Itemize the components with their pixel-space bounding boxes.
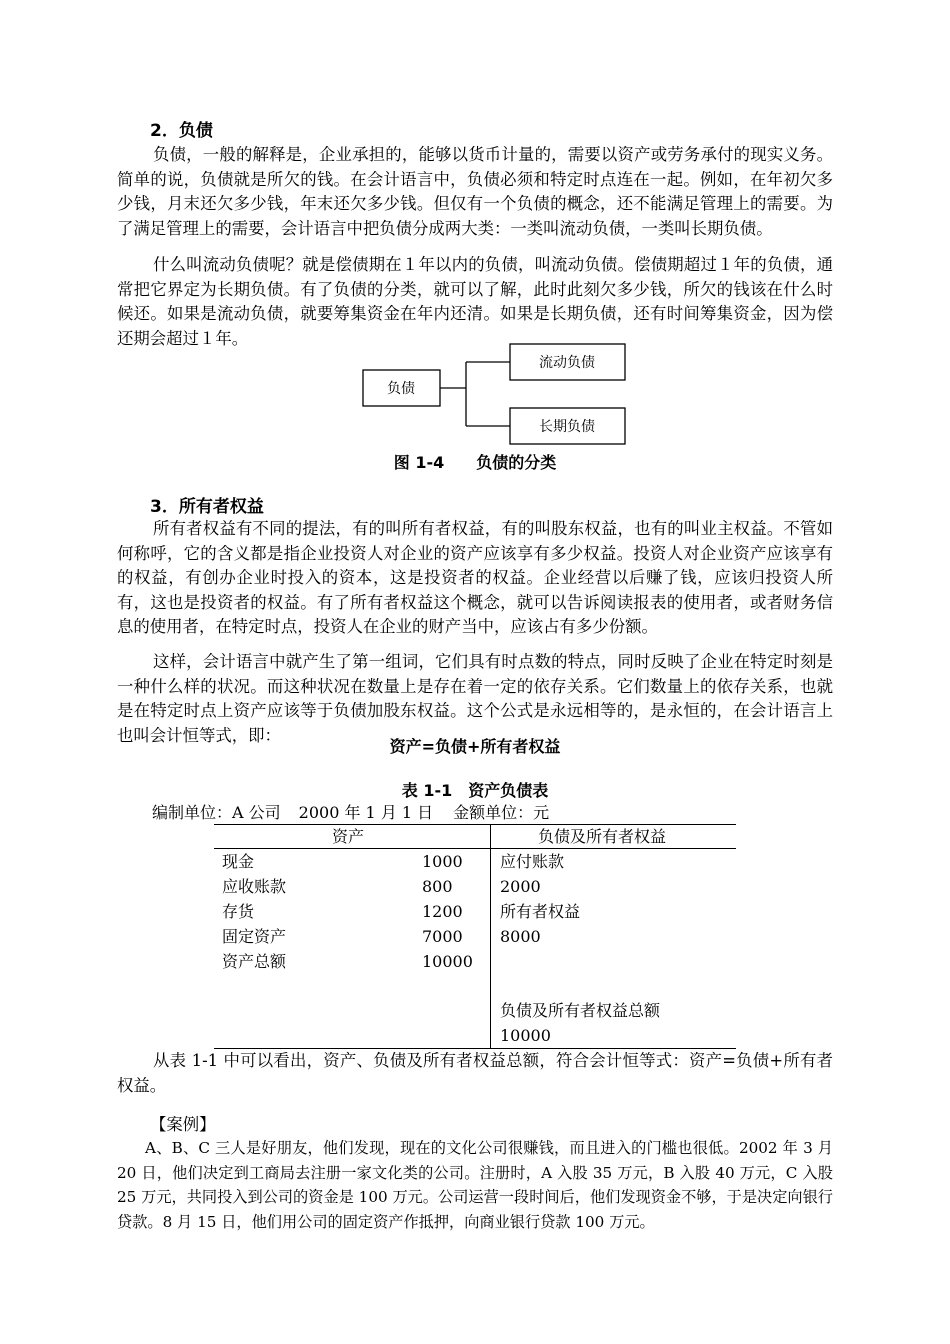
liability-equity-line: 2000 bbox=[500, 877, 541, 896]
table-unit-label: 编制单位：A 公司 bbox=[152, 803, 281, 822]
asset-value: 7000 bbox=[422, 927, 463, 946]
table-column-divider bbox=[490, 824, 491, 1049]
table-amount-label: 金额单位：元 bbox=[453, 803, 550, 822]
section-heading-equity: 3．所有者权益 bbox=[150, 497, 264, 517]
asset-name: 应收账款 bbox=[222, 877, 287, 896]
table-date-label: 2000 年 1 月 1 日 bbox=[298, 803, 434, 822]
accounting-equation-formula: 资产=负债+所有者权益 bbox=[389, 737, 561, 756]
liability-equity-line: 10000 bbox=[500, 1026, 551, 1045]
liabilities-classification-diagram bbox=[360, 342, 630, 450]
diagram-top-label: 流动负债 bbox=[539, 355, 595, 371]
paragraph-accounting-equation: 这样，会计语言中就产生了第一组词，它们具有时点数的特点，同时反映了企业在特定时刻是一种什么样的状况。而这种状况在数量上是存在着一定的依存关系。它们数量上的依存关系，也就是在特定时点上资产应该等于负债加股东权益。这个公式是永远相等的，是永恒的，在会计语言上也叫会计恒等式，即： bbox=[117, 652, 833, 745]
asset-value: 1000 bbox=[422, 852, 463, 871]
table-meta bbox=[152, 802, 549, 824]
table-header-assets: 资产 bbox=[332, 827, 365, 846]
asset-value: 10000 bbox=[422, 952, 473, 971]
paragraph-equity-definition: 所有者权益有不同的提法，有的叫所有者权益，有的叫股东权益，也有的叫业主权益。不管如何称呼，它的含义都是指企业投资人对企业的资产应该享有多少权益。投资人对企业资产应该享有的权益，有创办企业时投入的资本，这是投资者的权益。企业经营以后赚了钱，应该归投资人所有，这也是投资者的权益。有了所有者权益这个概念，就可以告诉阅读报表的使用者，或者财务信息的使用者，在特定时点，投资人在企业的财产当中，应该占有多少份额。 bbox=[117, 519, 833, 637]
asset-value: 1200 bbox=[422, 902, 463, 921]
section-heading-liabilities: 2．负债 bbox=[150, 121, 213, 141]
paragraph-liabilities-classification: 什么叫流动负债呢？就是偿债期在１年以内的负债，叫流动负债。偿债期超过１年的负债，通常把它界定为长期负债。有了负债的分类，就可以了解，此时此刻欠多少钱，所欠的钱该在什么时候还。如果是流动负债，就要筹集资金在年内还清。如果是长期负债，还有时间筹集资金，因为偿还期会超过１年。 bbox=[117, 255, 833, 348]
asset-name: 资产总额 bbox=[222, 952, 287, 971]
table-title: 表 1-1 资产负债表 bbox=[401, 781, 549, 800]
liability-equity-line: 负债及所有者权益总额 bbox=[500, 1001, 661, 1020]
asset-name: 存货 bbox=[222, 902, 255, 921]
asset-name: 固定资产 bbox=[222, 927, 287, 946]
paragraph-table-conclusion: 从表 1-1 中可以看出，资产、负债及所有者权益总额，符合会计恒等式：资产=负债+所有者权益。 bbox=[117, 1051, 833, 1095]
case-title: 【案例】 bbox=[150, 1115, 216, 1134]
liability-equity-line: 8000 bbox=[500, 927, 541, 946]
table-header-liabilities-equity: 负债及所有者权益 bbox=[538, 827, 667, 846]
diagram-root-label: 负债 bbox=[387, 381, 415, 397]
asset-name: 现金 bbox=[222, 852, 255, 871]
asset-value: 800 bbox=[422, 877, 453, 896]
liability-equity-line: 所有者权益 bbox=[500, 902, 581, 921]
diagram-bottom-label: 长期负债 bbox=[539, 419, 595, 435]
paragraph-liabilities-definition: 负债，一般的解释是，企业承担的，能够以货币计量的，需要以资产或劳务承付的现实义务。简单的说，负债就是所欠的钱。在会计语言中，负债必须和特定时点连在一起。例如，在年初欠多少钱，月末还欠多少钱，年末还欠多少钱。但仅有一个负债的概念，还不能满足管理上的需要。为了满足管理上的需要，会计语言中把负债分成两大类：一类叫流动负债，一类叫长期负债。 bbox=[117, 145, 833, 238]
paragraph-case: A、B、C 三人是好朋友，他们发现，现在的文化公司很赚钱，而且进入的门槛也很低。2002 年 3 月 20 日，他们决定到工商局去注册一家文化类的公司。注册时，A 入股 35 万元，B 入股 40 万元，C 入股 25 万元，共同投入到公司的资金是 100 万元。公司运营一段时间后，他们发现资金不够，于是决定向银行贷款。8 月 15 日，他们用公司的固定资产作抵押，向商业银行贷款 100 万元。 bbox=[117, 1139, 833, 1231]
liability-equity-line: 应付账款 bbox=[500, 852, 565, 871]
figure-caption: 图 1-4 负债的分类 bbox=[393, 453, 557, 472]
